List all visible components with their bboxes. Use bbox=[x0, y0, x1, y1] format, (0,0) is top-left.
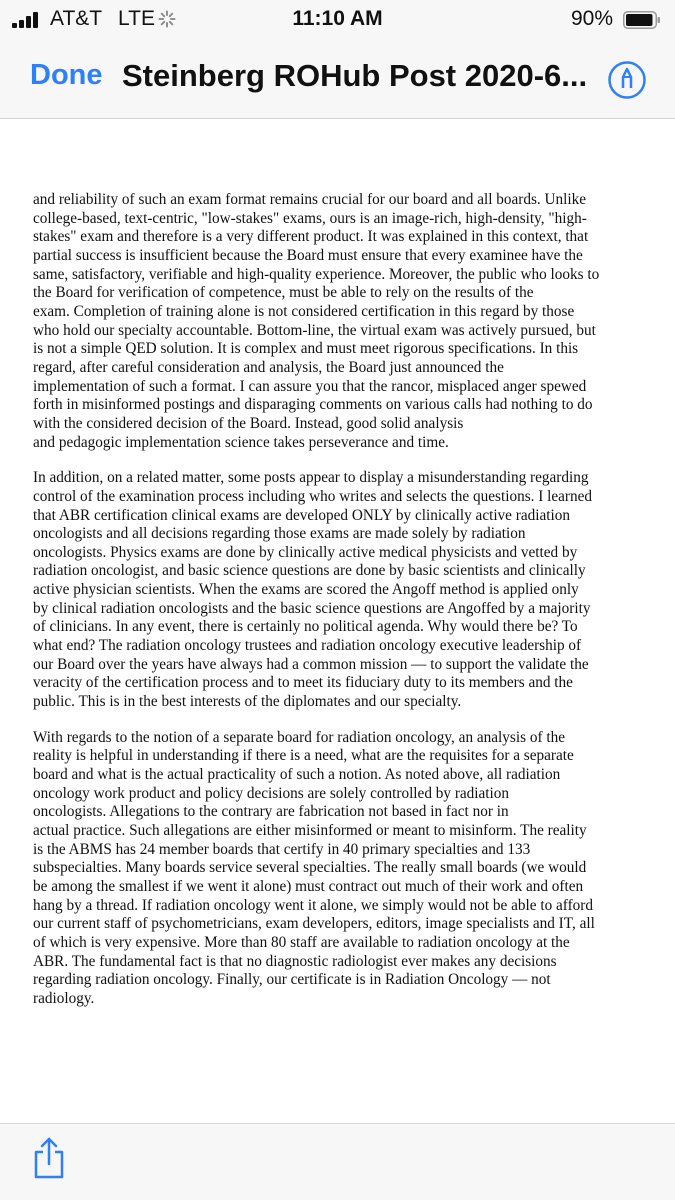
share-icon[interactable] bbox=[32, 1136, 66, 1180]
markup-pen-icon[interactable] bbox=[607, 60, 647, 100]
status-bar bbox=[0, 0, 675, 40]
carrier-name: AT&T bbox=[50, 7, 103, 30]
done-button[interactable]: Done bbox=[30, 59, 103, 91]
battery-icon bbox=[623, 11, 661, 29]
bottom-toolbar bbox=[0, 1123, 675, 1200]
document-body bbox=[33, 191, 645, 1026]
network-type: LTE bbox=[118, 7, 155, 30]
nav-bar bbox=[0, 40, 675, 119]
document-title: Steinberg ROHub Post 2020-6... bbox=[122, 58, 588, 93]
document-page[interactable] bbox=[0, 119, 675, 1124]
document-paragraph-1: and reliability of such an exam format remains crucial for our board and all boards. Unlike college-based, text-centric, "low-stakes" exams, ours is an image-rich, high-density, "high- stakes" exam and therefore is a very different product. It was explained in this context, that partial success is insufficient because the Board must ensure that every examinee have the same, satisfactory, verifiable and high-quality experience. Moreover, the public who looks to the Board for verification of competence, must be able to rely on the results of the exam. Completion of training alone is not considered certification in this regard by those who hold our specialty accountable. Bottom-line, the virtual exam was actively pursued, but is not a simple QED solution. It is complex and must meet rigorous specifications. In this regard, after careful consideration and analysis, the Board just announced the implementation of such a format. I can assure you that the rancor, misplaced anger spewed forth in misinformed postings and disparaging comments on various calls had nothing to do with the considered decision of the Board. Instead, good solid analysis and pedagogic implementation science takes perseverance and time. bbox=[33, 191, 600, 451]
document-paragraph-3: With regards to the notion of a separate board for radiation oncology, an analysis of the reality is helpful in understanding if there is a need, what are the requisites for a separate board and what is the actual practicality of such a notion. As noted above, all radiation oncology work product and policy decisions are solely controlled by radiation oncologists. Allegations to the contrary are fabrication not based in fact nor in actual practice. Such allegations are either misinformed or meant to misinform. The reality is the ABMS has 24 member boards that certify in 40 primary specialties and 133 subspecialties. Many boards service several specialties. The really small boards (we would be among the smallest if we went it alone) must contract out much of their work and often hang by a thread. If radiation oncology went it alone, we simply would not be able to afford our current staff of psychometricians, exam developers, editors, image specialists and IT, all of which is very expensive. More than 80 staff are available to radiation oncology at the ABR. The fundamental fact is that no diagnostic radiologist ever makes any decisions regarding radiation oncology. Finally, our certificate is in Radiation Oncology — not radiology. bbox=[33, 728, 595, 1007]
status-time: 11:10 AM bbox=[292, 7, 383, 30]
document-paragraph-2: In addition, on a related matter, some posts appear to display a misunderstanding regarding control of the examination process including who writes and selects the questions. I learned that ABR certification clinical exams are developed ONLY by clinically active radiation oncologists and all decisions regarding those exams are made solely by radiation oncologists. Physics exams are done by clinically active medical physicists and vetted by radiation oncologist, and basic science questions are done by basic scientists and clinically active physician scientists. When the exams are scored the Angoff method is applied only by clinical radiation oncologists and the basic science questions are Angoffed by a majority of clinicians. In any event, there is certainly no political agenda. Why would there be? To what end? The radiation oncology trustees and radiation oncology executive leadership of our Board over the years have always had a common mission — to support the validate the veracity of the certification process and to meet its fiduciary duty to its members and the public. This is in the best interests of the diplomates and our specialty. bbox=[33, 469, 593, 711]
battery-percent: 90% bbox=[570, 7, 613, 30]
